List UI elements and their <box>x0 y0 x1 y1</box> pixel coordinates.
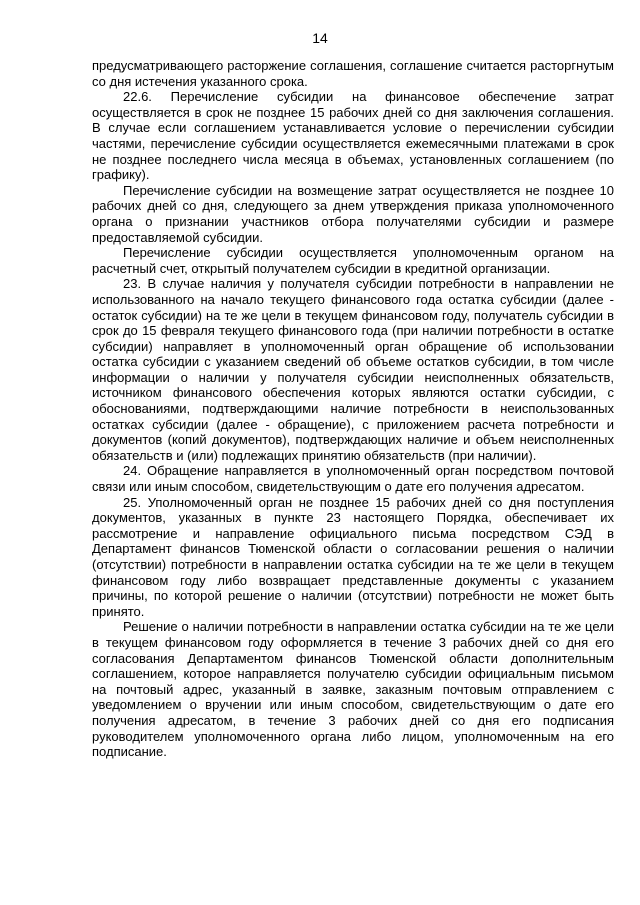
document-body <box>92 58 614 760</box>
paragraph-continuation: предусматривающего расторжение соглашения, соглашение считается расторгнутым со дня истечения указанного срока. <box>92 58 614 89</box>
paragraph-24: 24. Обращение направляется в уполномоченный орган посредством почтовой связи или иным способом, свидетельствующим о дате его получения адресатом. <box>92 463 614 495</box>
paragraph-decision: Решение о наличии потребности в направлении остатка субсидии на те же цели в текущем финансовом году оформляется в течение 3 рабочих дней со дня его согласования Департаментом финансов Тюменской области дополнительным соглашением, которое направляется получателю субсидии официальным письмом на почтовый адрес, указанный в заявке, заказным почтовым отправлением с уведомлением о вручении или иным способом, свидетельствующим о дате его получения адресатом, в течение 3 рабочих дней со дня его подписания руководителем уполномоченного органа либо лицом, уполномоченным на его подписание. <box>92 619 614 760</box>
paragraph-transfer-account: Перечисление субсидии осуществляется уполномоченным органом на расчетный счет, открытый получателем субсидии в кредитной организации. <box>92 245 614 276</box>
paragraph-22-6: 22.6. Перечисление субсидии на финансовое обеспечение затрат осуществляется в срок не позднее 15 рабочих дней со дня заключения соглашения. В случае если соглашением устанавливается условие о перечислении субсидии частями, перечисление субсидии осуществляется ежемесячными платежами в срок не позднее последнего числа месяца в объемах, установленных соглашением (по графику). <box>92 89 614 183</box>
paragraph-reimbursement-transfer: Перечисление субсидии на возмещение затрат осуществляется не позднее 10 рабочих дней со дня, следующего за днем утверждения приказа уполномоченного органа о признании участников отбора получателями субсидии и размере предоставляемой субсидии. <box>92 182 614 245</box>
page-number: 14 <box>312 30 328 46</box>
paragraph-25: 25. Уполномоченный орган не позднее 15 рабочих дней со дня поступления документов, указанных в пункте 23 настоящего Порядка, обеспечивает их рассмотрение и направление официального письма посредством СЭД в Департамент финансов Тюменской области о согласовании решения о наличии (отсутствии) потребности в направлении остатка субсидии на те же цели в текущем финансовом году либо возвращает представленные документы с указанием причины, по которой решение о наличии (отсутствии) потребности не может быть принято. <box>92 494 614 619</box>
paragraph-23: 23. В случае наличия у получателя субсидии потребности в направлении не использованного на начало текущего финансового года остатка субсидии (далее - остаток субсидии) на те же цели в текущем финансовом году, получатель субсидии в срок до 15 февраля текущего финансового года (при наличии потребности в остатке субсидии) направляет в уполномоченный орган обращение об использовании остатка субсидии с указанием сведений об объеме остатков субсидии, в том числе информации о наличии у получателя субсидии неисполненных обязательств, источником финансового обеспечения которых являются остатки субсидии, с обоснованиями, подтверждающими наличие потребности в неиспользованных остатках субсидии (далее - обращение), с приложением расчета потребности и документов (копий документов), подтверждающих наличие и объем неисполненных обязательств и (или) подлежащих принятию обязательств (при наличии). <box>92 276 614 463</box>
